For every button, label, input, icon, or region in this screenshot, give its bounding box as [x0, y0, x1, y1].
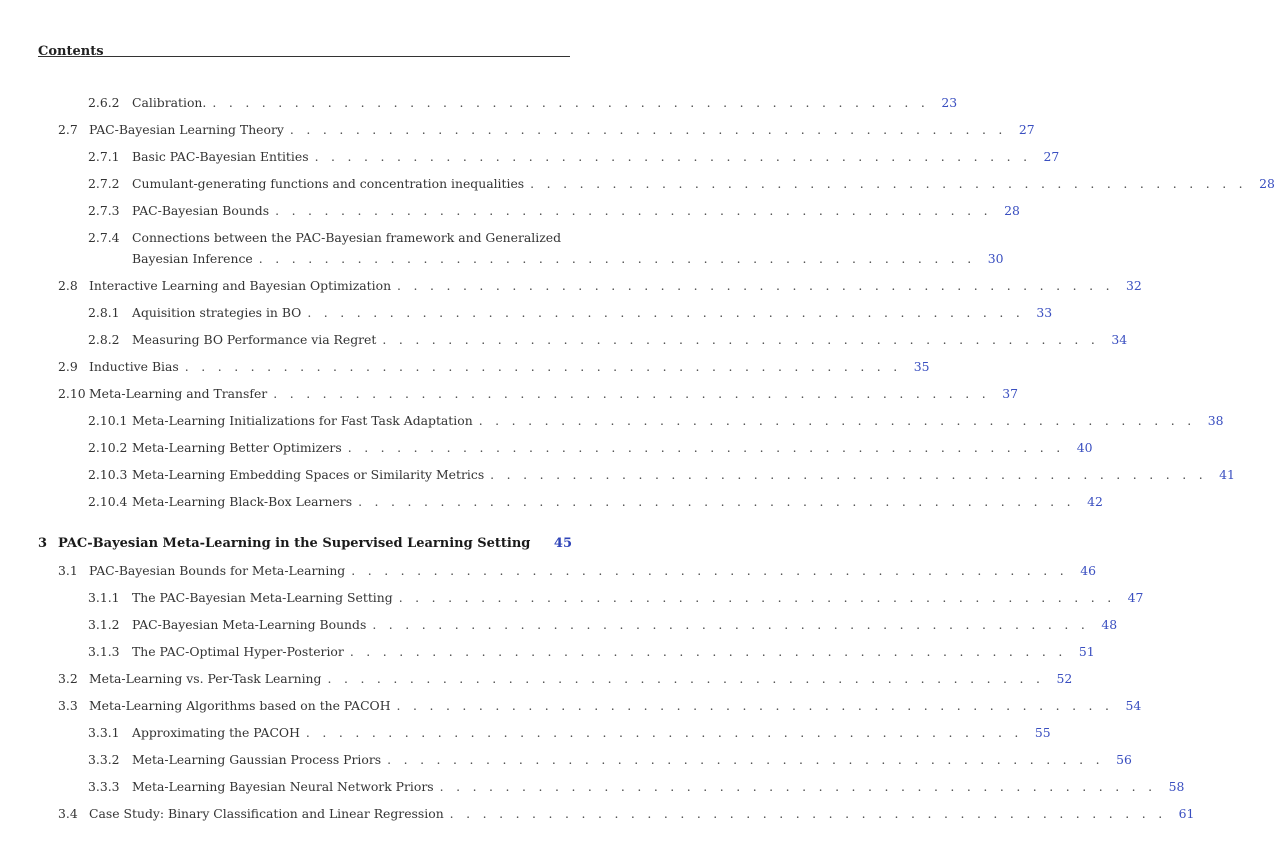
toc-entry-2-7-1[interactable] — [88, 149, 1060, 164]
toc-entry-2-10-3[interactable] — [88, 467, 1235, 482]
toc-leader-dots: . . . . . . . . . . . . . . . . . . . . . . . . . . . . . . . . . . . . . . . . . . . . — [382, 332, 1100, 347]
page-header — [38, 40, 570, 57]
toc-page-number[interactable]: 34 — [1111, 332, 1128, 347]
toc-entry-number: 2.8.2 — [88, 332, 120, 347]
toc-page-number[interactable]: 52 — [1056, 671, 1073, 686]
toc-entry-title: PAC-Bayesian Learning Theory — [89, 122, 284, 137]
toc-entry-title: Approximating the PACOH — [132, 725, 300, 740]
toc-entry-2-7-3[interactable] — [88, 203, 1020, 218]
toc-page-number[interactable]: 35 — [913, 359, 930, 374]
toc-page-number[interactable]: 46 — [1080, 563, 1096, 578]
toc-entry-2-10[interactable] — [58, 386, 1018, 401]
toc-entry-2-7-4[interactable] — [88, 231, 572, 245]
toc-leader-dots: . . . . . . . . . . . . . . . . . . . . . . . . . . . . . . . . . . . . . . . . . . . . — [305, 725, 1023, 740]
toc-leader-dots: . . . . . . . . . . . . . . . . . . . . . . . . . . . . . . . . . . . . . . . . . . . . — [398, 590, 1116, 605]
toc-entry-number: 2.7.3 — [88, 203, 120, 218]
toc-entry-2-7-2[interactable] — [88, 176, 1275, 191]
toc-leader-dots: . . . . . . . . . . . . . . . . . . . . . . . . . . . . . . . . . . . . . . . . . . . . — [275, 203, 992, 218]
toc-entry-number: 2.7 — [58, 122, 78, 137]
toc-entry-2-10-2[interactable] — [88, 440, 1093, 455]
toc-page-number[interactable]: 42 — [1087, 494, 1103, 509]
toc-entry-title: Aquisition strategies in BO — [132, 305, 302, 320]
toc-page-number[interactable]: 55 — [1034, 725, 1051, 740]
toc-entry-title: Meta-Learning Algorithms based on the PACOH — [89, 698, 391, 713]
toc-leader-dots: . . . . . . . . . . . . . . . . . . . . . . . . . . . . . . . . . . . . . . . . . . . . — [372, 617, 1090, 632]
toc-entry-number: 3.1.3 — [88, 644, 120, 659]
toc-entry-number: 3.2 — [58, 671, 78, 686]
toc-page-number[interactable]: 45 — [553, 536, 572, 551]
toc-page-number[interactable]: 48 — [1101, 617, 1118, 632]
toc-page-number[interactable]: 51 — [1078, 644, 1095, 659]
toc-page-number[interactable]: 58 — [1168, 779, 1185, 794]
toc-page-number[interactable]: 61 — [1178, 806, 1195, 821]
toc-entry-title: PAC-Bayesian Bounds — [132, 203, 270, 218]
page-header-title: Contents — [38, 44, 104, 59]
toc-entry-number: 3.1 — [58, 563, 78, 578]
toc-entry-title: Measuring BO Performance via Regret — [132, 332, 377, 347]
toc-entry-title: Meta-Learning Better Optimizers — [132, 440, 342, 455]
toc-entry-title: Case Study: Binary Classification and Linear Regression — [89, 806, 444, 821]
toc-entry-title: Meta-Learning and Transfer — [89, 386, 268, 401]
toc-entry-title: Interactive Learning and Bayesian Optimization — [89, 278, 392, 293]
toc-entry-title: Meta-Learning Embedding Spaces or Similarity Metrics — [132, 467, 485, 482]
toc-entry-number: 3.3.2 — [88, 752, 120, 767]
toc-page-number[interactable]: 54 — [1125, 698, 1142, 713]
toc-leader-dots: . . . . . . . . . . . . . . . . . . . . . . . . . . . . . . . . . . . . . . . . . . . . — [387, 752, 1104, 767]
toc-leader-dots: . . . . . . . . . . . . . . . . . . . . . . . . . . . . . . . . . . . . . . . . . . . . — [212, 95, 930, 110]
toc-leader-dots: . . . . . . . . . . . . . . . . . . . . . . . . . . . . . . . . . . . . . . . . . . . . — [358, 494, 1075, 509]
toc-chapter-number: 3 — [38, 536, 48, 551]
toc-entry-number: 2.10.1 — [88, 413, 128, 428]
toc-leader-dots: . . . . . . . . . . . . . . . . . . . . . . . . . . . . . . . . . . . . . . . . . . . . — [397, 278, 1114, 293]
toc-entry-title: Meta-Learning vs. Per-Task Learning — [89, 671, 322, 686]
toc-entry-title: Connections between the PAC-Bayesian framework and Generalized — [132, 230, 562, 245]
toc-page-number[interactable]: 41 — [1219, 467, 1235, 482]
toc-entry-number: 3.3.3 — [88, 779, 120, 794]
toc-page-number[interactable]: 47 — [1127, 590, 1144, 605]
toc-entry-title-continued: Bayesian Inference — [132, 251, 253, 266]
toc-entry-2-7[interactable] — [58, 122, 1035, 137]
toc-page-number[interactable]: 32 — [1126, 278, 1142, 293]
toc-page-number[interactable]: 33 — [1036, 305, 1053, 320]
toc-leader-dots: . . . . . . . . . . . . . . . . . . . . . . . . . . . . . . . . . . . . . . . . . . . . — [273, 386, 990, 401]
toc-chapter-title: PAC-Bayesian Meta-Learning in the Supervised Learning Setting — [58, 536, 531, 551]
toc-page-number[interactable]: 28 — [1004, 203, 1020, 218]
toc-leader-dots: . . . . . . . . . . . . . . . . . . . . . . . . . . . . . . . . . . . . . . . . . . . . — [289, 122, 1007, 137]
toc-leader-dots: . . . . . . . . . . . . . . . . . . . . . . . . . . . . . . . . . . . . . . . . . . . . — [307, 305, 1025, 320]
toc-entry-title: Cumulant-generating functions and concentration inequalities — [132, 176, 525, 191]
toc-entry-2-6-2[interactable] — [88, 95, 958, 110]
toc-entry-number: 2.10.3 — [88, 467, 128, 482]
toc-entry-title: The PAC-Bayesian Meta-Learning Setting — [132, 590, 393, 605]
toc-entry-number: 3.4 — [58, 806, 78, 821]
toc-entry-3-2[interactable] — [58, 671, 1073, 686]
toc-entry-title: Calibration. — [132, 95, 207, 110]
toc-entry-number: 2.10.4 — [88, 494, 128, 509]
toc-entry-3-3-3[interactable] — [88, 779, 1185, 794]
toc-leader-dots: . . . . . . . . . . . . . . . . . . . . . . . . . . . . . . . . . . . . . . . . . . . . — [478, 413, 1196, 428]
toc-page-number[interactable]: 30 — [987, 251, 1004, 266]
toc-leader-dots: . . . . . . . . . . . . . . . . . . . . . . . . . . . . . . . . . . . . . . . . . . . . — [351, 563, 1068, 578]
toc-entry-title: Basic PAC-Bayesian Entities — [132, 149, 309, 164]
toc-leader-dots: . . . . . . . . . . . . . . . . . . . . . . . . . . . . . . . . . . . . . . . . . . . . — [349, 644, 1067, 659]
toc-leader-dots: . . . . . . . . . . . . . . . . . . . . . . . . . . . . . . . . . . . . . . . . . . . . — [439, 779, 1157, 794]
toc-entry-2-8[interactable] — [58, 278, 1142, 293]
toc-page-number[interactable]: 27 — [1018, 122, 1035, 137]
toc-leader-dots: . . . . . . . . . . . . . . . . . . . . . . . . . . . . . . . . . . . . . . . . . . . . — [530, 176, 1247, 191]
toc-entry-2-10-4[interactable] — [88, 494, 1103, 509]
toc-entry-number: 3.3.1 — [88, 725, 120, 740]
toc-page-number[interactable]: 37 — [1002, 386, 1018, 401]
toc-entry-number: 2.8 — [58, 278, 78, 293]
toc-entry-3-3[interactable] — [58, 698, 1142, 713]
toc-entry-3-1-1[interactable] — [88, 590, 1144, 605]
toc-entry-number: 3.1.1 — [88, 590, 120, 605]
toc-entry-number: 2.10 — [58, 386, 86, 401]
toc-page-number[interactable]: 38 — [1207, 413, 1224, 428]
toc-page-number[interactable]: 23 — [941, 95, 958, 110]
toc-entry-number: 3.1.2 — [88, 617, 120, 632]
toc-leader-dots: . . . . . . . . . . . . . . . . . . . . . . . . . . . . . . . . . . . . . . . . . . . . — [347, 440, 1065, 455]
toc-entry-3-3-1[interactable] — [88, 725, 1051, 740]
toc-page-number[interactable]: 27 — [1043, 149, 1060, 164]
toc-entry-2-7-4-continued[interactable] — [88, 251, 1004, 266]
toc-chapter-3[interactable] — [38, 537, 572, 551]
toc-leader-dots: . . . . . . . . . . . . . . . . . . . . . . . . . . . . . . . . . . . . . . . . . . . . — [184, 359, 902, 374]
toc-entry-3-1-2[interactable] — [88, 617, 1118, 632]
toc-entry-3-4[interactable] — [58, 806, 1195, 821]
toc-page-number[interactable]: 56 — [1116, 752, 1132, 767]
toc-entry-number: 3.3 — [58, 698, 78, 713]
toc-entry-title: Inductive Bias — [89, 359, 179, 374]
toc-entry-title: Meta-Learning Gaussian Process Priors — [132, 752, 382, 767]
toc-entry-number: 2.6.2 — [88, 95, 120, 110]
toc-entry-title: Meta-Learning Initializations for Fast Task Adaptation — [132, 413, 473, 428]
toc-entry-2-9[interactable] — [58, 359, 930, 374]
toc-entry-title: PAC-Bayesian Bounds for Meta-Learning — [89, 563, 346, 578]
toc-entry-number: 2.8.1 — [88, 305, 120, 320]
toc-leader-dots: . . . . . . . . . . . . . . . . . . . . . . . . . . . . . . . . . . . . . . . . . . . . — [327, 671, 1045, 686]
toc-entry-title: PAC-Bayesian Meta-Learning Bounds — [132, 617, 367, 632]
toc-entry-3-1-3[interactable] — [88, 644, 1095, 659]
toc-entry-number: 2.9 — [58, 359, 78, 374]
toc-entry-title: Meta-Learning Bayesian Neural Network Priors — [132, 779, 434, 794]
toc-page-number[interactable]: 40 — [1076, 440, 1093, 455]
toc-entry-3-3-2[interactable] — [88, 752, 1132, 767]
toc-page-number[interactable]: 28 — [1259, 176, 1275, 191]
toc-leader-dots: . . . . . . . . . . . . . . . . . . . . . . . . . . . . . . . . . . . . . . . . . . . . — [396, 698, 1114, 713]
toc-entry-number: 2.7.4 — [88, 230, 120, 245]
toc-entry-number: 2.10.2 — [88, 440, 128, 455]
toc-entry-2-10-1[interactable] — [88, 413, 1224, 428]
toc-leader-dots: . . . . . . . . . . . . . . . . . . . . . . . . . . . . . . . . . . . . . . . . . . . . — [490, 467, 1207, 482]
toc-entry-title: The PAC-Optimal Hyper-Posterior — [132, 644, 344, 659]
toc-entry-2-8-2[interactable] — [88, 332, 1128, 347]
toc-entry-number: 2.7.2 — [88, 176, 120, 191]
toc-leader-dots: . . . . . . . . . . . . . . . . . . . . . . . . . . . . . . . . . . . . . . . . . . . . — [314, 149, 1032, 164]
toc-entry-number: 2.7.1 — [88, 149, 120, 164]
toc-leader-dots: . . . . . . . . . . . . . . . . . . . . . . . . . . . . . . . . . . . . . . . . . . . . — [258, 251, 976, 266]
toc-entry-title: Meta-Learning Black-Box Learners — [132, 494, 353, 509]
toc-leader-dots: . . . . . . . . . . . . . . . . . . . . . . . . . . . . . . . . . . . . . . . . . . . . — [449, 806, 1167, 821]
toc-entry-3-1[interactable] — [58, 563, 1096, 578]
toc-entry-2-8-1[interactable] — [88, 305, 1053, 320]
